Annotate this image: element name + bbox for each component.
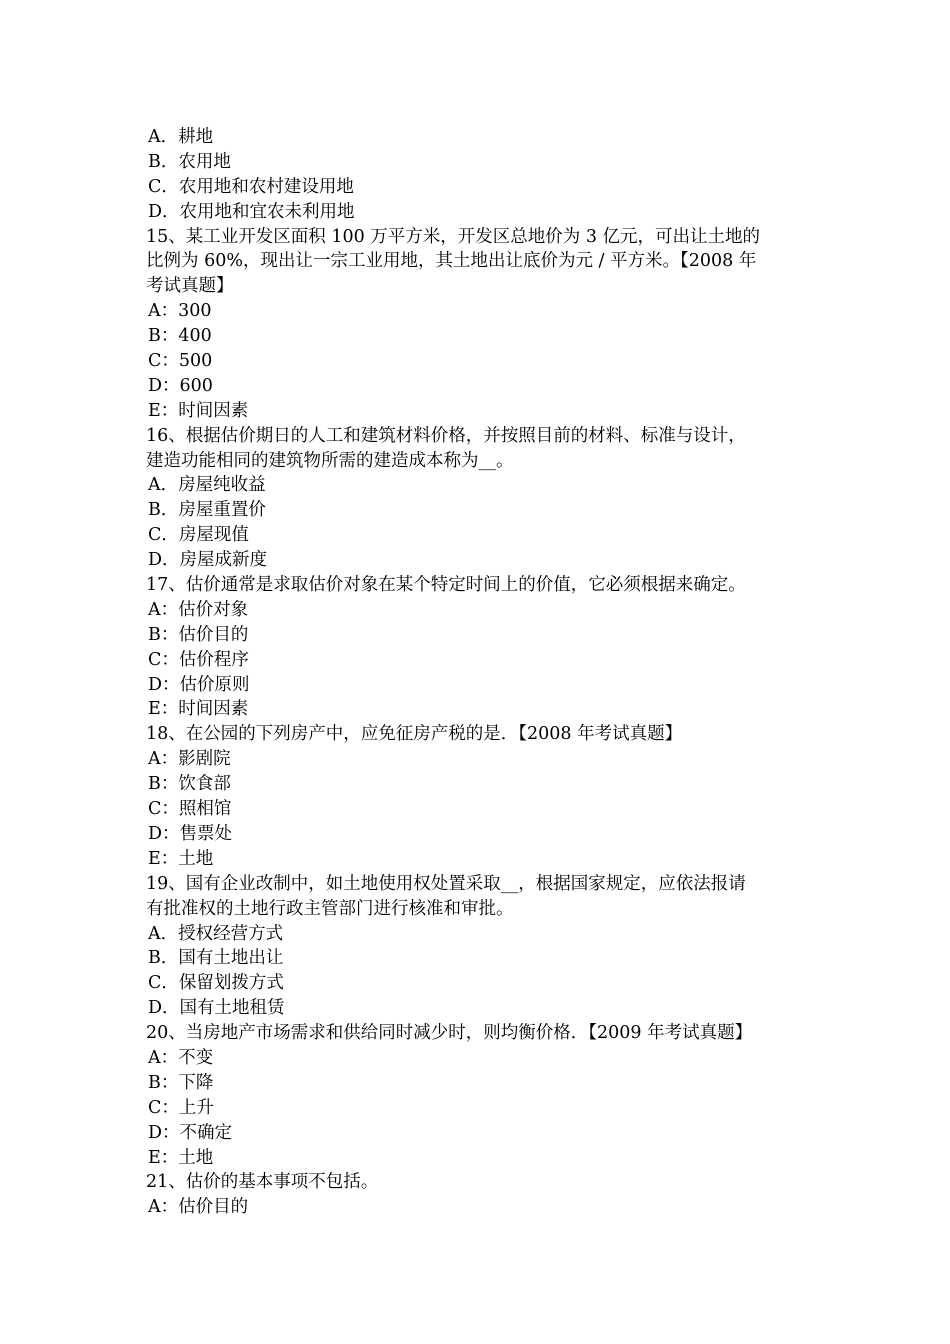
answer-option: D：估价原则: [148, 674, 250, 695]
answer-option: C：上升: [148, 1097, 214, 1118]
answer-option: B．农用地: [148, 151, 231, 172]
answer-option: B：400: [148, 326, 212, 347]
question-text-line: 有批准权的土地行政主管部门进行核准和审批。: [146, 898, 514, 919]
answer-option: C．房屋现值: [148, 525, 249, 546]
answer-option: A：300: [148, 301, 212, 322]
answer-option: A．耕地: [148, 127, 214, 147]
answer-option: D：600: [148, 375, 213, 396]
answer-option: B：下降: [148, 1072, 214, 1093]
answer-option: C：照相馆: [148, 799, 232, 820]
answer-option: C：估价程序: [148, 649, 249, 670]
answer-option: A：影剧院: [148, 749, 231, 770]
answer-option: A．房屋纯收益: [148, 475, 266, 496]
answer-option: C：500: [148, 351, 213, 372]
answer-option: D．房屋成新度: [148, 550, 268, 571]
answer-option: B：估价目的: [148, 624, 249, 645]
answer-option: D．农用地和宜农未利用地: [148, 201, 355, 222]
question-text-line: 20、当房地产市场需求和供给同时减少时，则均衡价格．【2009 年考试真题】: [146, 1023, 753, 1044]
answer-option: A：估价对象: [148, 599, 249, 620]
answer-option: D．国有土地租赁: [148, 998, 285, 1019]
answer-option: A．授权经营方式: [148, 923, 284, 944]
question-text-line: 考试真题】: [146, 276, 234, 297]
question-text-line: 16、根据估价期日的人工和建筑材料价格，并按照目前的材料、标准与设计，: [146, 425, 746, 446]
question-text-line: 18、在公园的下列房产中，应免征房产税的是．【2008 年考试真题】: [146, 724, 683, 745]
question-text-line: 建造功能相同的建筑物所需的建造成本称为__。: [146, 450, 514, 471]
answer-option: B．房屋重置价: [148, 500, 266, 521]
answer-option: E：时间因素: [148, 400, 249, 421]
answer-option: A：不变: [148, 1047, 214, 1068]
answer-option: A：估价目的: [148, 1197, 249, 1218]
answer-option: E：时间因素: [148, 699, 249, 720]
answer-option: C．农用地和农村建设用地: [148, 176, 354, 197]
document-page: [146, 125, 814, 1220]
answer-option: D：不确定: [148, 1122, 233, 1143]
question-text-line: 21、估价的基本事项不包括。: [146, 1172, 379, 1193]
answer-option: E：土地: [148, 1147, 214, 1168]
answer-option: B．国有土地出让: [148, 948, 284, 969]
question-text-line: 比例为 60%，现出让一宗工业用地，其土地出让底价为元 / 平方米。【2008 年: [146, 251, 757, 272]
answer-option: C．保留划拨方式: [148, 973, 284, 994]
answer-option: E：土地: [148, 848, 214, 869]
answer-option: B：饮食部: [148, 774, 231, 795]
question-text-line: 19、国有企业改制中，如土地使用权处置采取__，根据国家规定，应依法报请: [146, 873, 746, 894]
question-text-line: 15、某工业开发区面积 100 万平方米，开发区总地价为 3 亿元，可出让土地的: [146, 226, 761, 247]
question-text-line: 17、估价通常是求取估价对象在某个特定时间上的价值，它必须根据来确定。: [146, 575, 746, 596]
answer-option: D：售票处: [148, 823, 233, 844]
